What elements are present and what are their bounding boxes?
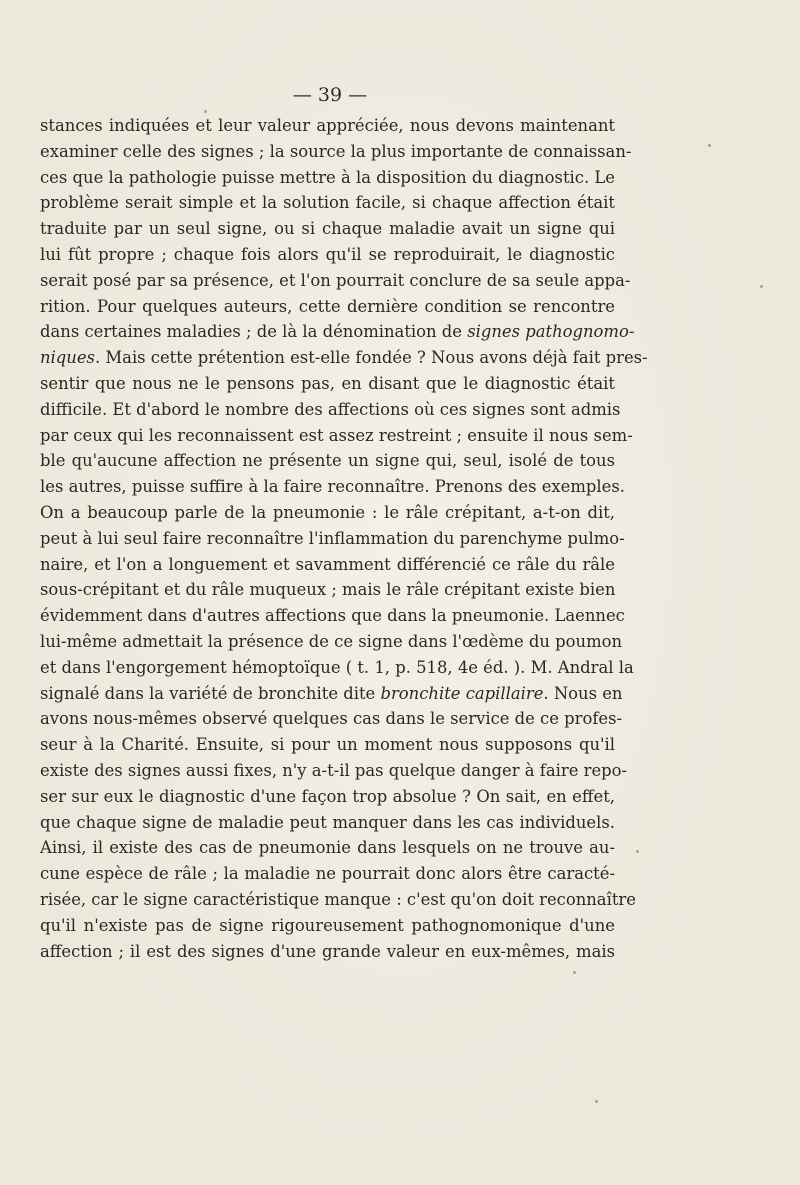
text-line (40, 319, 635, 345)
text-line (40, 113, 615, 139)
paper-speck (760, 285, 763, 288)
text-segment: que chaque signe de maladie peut manquer dans les cas individuels. (40, 812, 615, 832)
text-segment: évidemment dans d'autres affections que dans la pneumonie. Laennec (40, 606, 625, 626)
text-segment: sous-crépitant et du râle muqueux ; mais le râle crépitant existe bien (40, 580, 616, 600)
text-line (40, 423, 633, 449)
text-line (40, 190, 615, 216)
text-segment: On a beaucoup parle de la pneumonie : le râle crépitant, a-t-on dit, (40, 502, 615, 522)
text-line (40, 371, 615, 397)
text-segment: par ceux qui les reconnaissent est assez restreint ; ensuite il nous sem- (40, 425, 633, 445)
text-segment: avons nous-mêmes observé quelques cas dans le service de ce profes- (40, 709, 623, 729)
text-segment: les autres, puisse suffire à la faire reconnaître. Prenons des exemples. (40, 477, 625, 497)
text-segment: naire, et l'on a longuement et savamment différencié ce râle du râle (40, 554, 615, 574)
text-segment: signalé dans la variété de bronchite dite (40, 683, 381, 703)
text-line (40, 474, 625, 500)
paper-speck (204, 110, 207, 113)
text-line (40, 268, 631, 294)
text-segment: rition. Pour quelques auteurs, cette dernière condition se rencontre (40, 296, 615, 316)
text-line (40, 577, 615, 603)
text-line (40, 216, 615, 242)
paper-speck (595, 1100, 598, 1103)
text-segment: ser sur eux le diagnostic d'une façon trop absolue ? On sait, en effet, (40, 786, 615, 806)
text-segment: risée, car le signe caractéristique manque : c'est qu'on doit reconnaître (40, 889, 636, 909)
text-segment: . Mais cette prétention est-elle fondée ? Nous avons déjà fait pres- (94, 348, 648, 368)
text-line (40, 629, 623, 655)
text-line (40, 139, 632, 165)
text-line (40, 913, 615, 939)
text-segment: cune espèce de râle ; la maladie ne pourrait donc alors être caracté- (40, 864, 615, 884)
text-segment: traduite par un seul signe, ou si chaque maladie avait un signe qui (40, 219, 615, 239)
text-line (40, 939, 615, 965)
text-line (40, 552, 615, 578)
text-line (40, 758, 628, 784)
text-line (40, 887, 636, 913)
text-segment: stances indiquées et leur valeur appréciée, nous devons maintenant (40, 116, 615, 135)
paper-speck (708, 144, 711, 147)
text-segment: lui fût propre ; chaque fois alors qu'il se reproduirait, le diagnostic (40, 244, 615, 264)
text-line (40, 242, 615, 268)
text-line (40, 526, 625, 552)
text-line (40, 835, 615, 861)
text-line (40, 810, 615, 836)
text-line (40, 345, 648, 371)
text-segment: existe des signes aussi fixes, n'y a-t-il pas quelque danger à faire repo- (40, 760, 628, 780)
text-segment: problème serait simple et la solution facile, si chaque affection était (40, 193, 615, 213)
text-line (40, 655, 634, 681)
text-segment: signes pathognomo- (467, 322, 635, 342)
text-line (40, 397, 621, 423)
paper-speck (573, 971, 576, 974)
text-line (40, 500, 615, 526)
text-line (40, 861, 615, 887)
text-line (40, 294, 615, 320)
text-segment: et dans l'engorgement hémoptoïque ( t. 1, p. 518, 4e éd. ). M. Andral la (40, 657, 634, 677)
text-segment: examiner celle des signes ; la source la plus importante de connaissan- (40, 141, 632, 161)
text-segment: niques (40, 348, 95, 368)
page-number-header: — 39 — (292, 84, 368, 106)
text-segment: lui-même admettait la présence de ce signe dans l'œdème du poumon (40, 631, 623, 651)
text-segment: . Nous en (543, 683, 623, 703)
text-segment: affection ; il est des signes d'une grande valeur en eux-mêmes, mais (40, 941, 615, 961)
text-segment: peut à lui seul faire reconnaître l'inflammation du parenchyme pulmo- (40, 528, 625, 548)
text-line (40, 681, 623, 707)
text-line (40, 706, 623, 732)
text-line (40, 165, 615, 191)
text-segment: sentir que nous ne le pensons pas, en disant que le diagnostic était (40, 373, 615, 393)
text-segment: serait posé par sa présence, et l'on pourrait conclure de sa seule appa- (40, 270, 631, 290)
text-segment: bronchite capillaire (380, 683, 544, 703)
text-line (40, 603, 625, 629)
text-segment: difficile. Et d'abord le nombre des affections où ces signes sont admis (40, 399, 621, 419)
text-segment: ble qu'aucune affection ne présente un signe qui, seul, isolé de tous (40, 451, 615, 471)
body-text (40, 113, 648, 964)
paper-speck (636, 850, 639, 853)
text-line (40, 732, 615, 758)
text-segment: dans certaines maladies ; de là la dénomination de (40, 322, 468, 342)
text-line (40, 784, 615, 810)
text-line (40, 448, 615, 474)
text-segment: ces que la pathologie puisse mettre à la disposition du diagnostic. Le (40, 167, 615, 187)
text-segment: seur à la Charité. Ensuite, si pour un moment nous supposons qu'il (40, 735, 615, 755)
text-segment: Ainsi, il existe des cas de pneumonie dans lesquels on ne trouve au- (40, 838, 615, 858)
text-segment: qu'il n'existe pas de signe rigoureusement pathognomonique d'une (40, 915, 615, 935)
